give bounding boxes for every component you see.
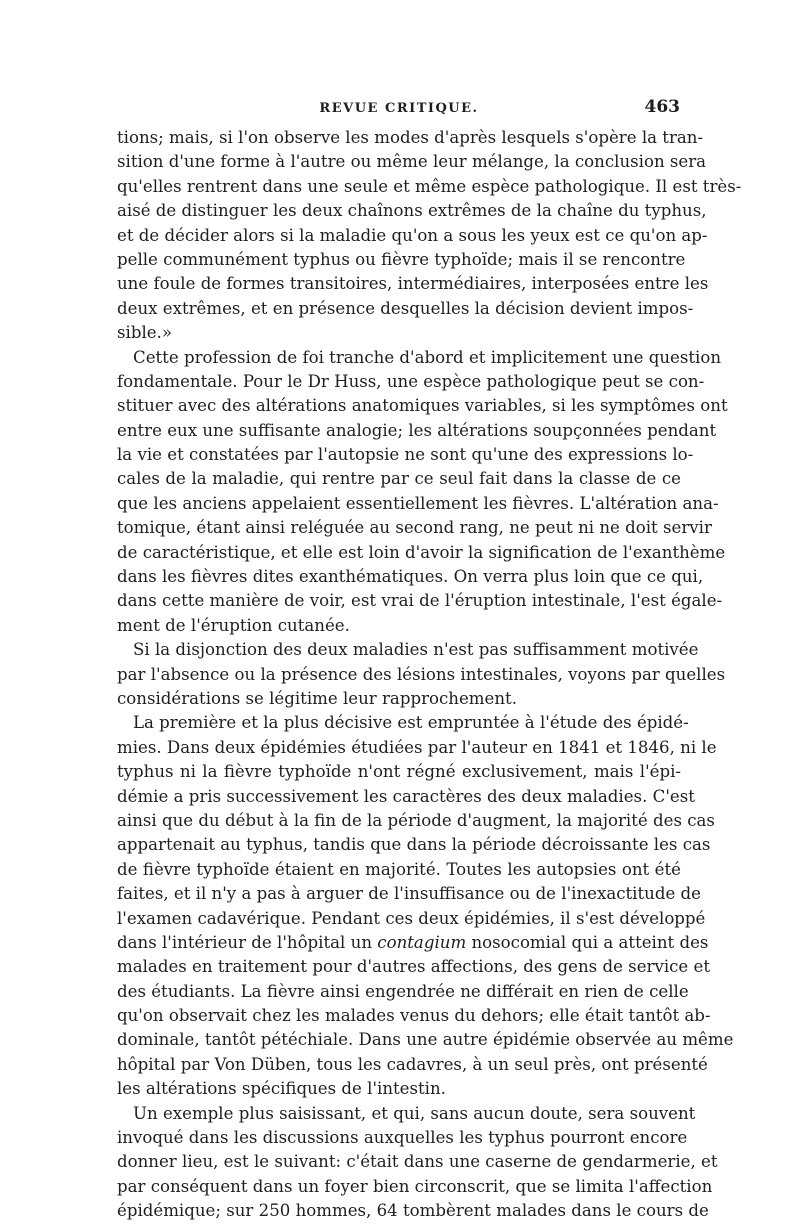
text-line: tions; mais, si l'on observe les modes d'après lesquels s'opère la tran- [117,128,704,147]
text-line: sible.» [117,323,172,343]
text-line: dans les fièvres dites exanthématiques. On verra plus loin que ce qui, [117,567,704,587]
text-line: une foule de formes transitoires, intermédiaires, interposées entre les [117,274,709,294]
text-line: par conséquent dans un foyer bien circonscrit, que se limita l'affection [117,1176,713,1196]
text-line: sition d'une forme à l'autre ou même leur mélange, la conclusion sera [117,152,707,172]
text-line: l'examen cadavérique. Pendant ces deux épidémies, il s'est développé [117,908,706,928]
text-line: les altérations spécifiques de l'intestin. [117,1079,446,1099]
text-line: qu'elles rentrent dans une seule et même espèce pathologique. Il est très- [117,176,742,196]
text-line: malades en traitement pour d'autres affections, des gens de service et [117,957,711,977]
text-line: entre eux une suffisante analogie; les altérations soupçonnées pendant [117,420,717,440]
text-line: dominale, tantôt pétéchiale. Dans une autre épidémie observée au même [117,1030,734,1050]
text-line: aisé de distinguer les deux chaînons extrêmes de la chaîne du typhus, [117,201,707,221]
text-line: tomique, étant ainsi reléguée au second rang, ne peut ni ne doit servir [117,518,712,538]
running-title: REVUE CRITIQUE. [319,101,479,116]
text-line: hôpital par Von Düben, tous les cadavres, à un seul près, ont présenté [117,1054,708,1074]
text-line: ment de l'éruption cutanée. [117,615,350,635]
text-line: considérations se légitime leur rapprochement. [117,688,517,708]
text-line: cales de la maladie, qui rentre par ce seul fait dans la classe de ce [117,469,681,489]
text-line: de caractéristique, et elle est loin d'avoir la signification de l'exanthème [117,542,726,562]
running-head [118,97,680,123]
text-line: donner lieu, est le suivant: c'était dans une caserne de gendarmerie, et [117,1152,718,1172]
page-number: 463 [644,97,680,117]
text-line: typhus ni la fièvre typhoïde n'ont régné exclusivement, mais l'épi- [117,762,681,782]
text-line: et de décider alors si la maladie qu'on a sous les yeux est ce qu'on ap- [117,225,708,245]
text-line: des étudiants. La fièvre ainsi engendrée ne différait en rien de celle [117,981,689,1001]
text-line: épidémique; sur 250 hommes, 64 tombèrent malades dans le cours de [117,1201,709,1221]
text-line: La première et la plus décisive est empruntée à l'étude des épidé- [133,713,689,733]
text-line: de fièvre typhoïde étaient en majorité. Toutes les autopsies ont été [117,859,681,879]
text-line: la vie et constatées par l'autopsie ne sont qu'une des expressions lo- [117,445,694,465]
text-line: ainsi que du début à la fin de la période d'augment, la majorité des cas [117,810,715,830]
text-line: faites, et il n'y a pas à arguer de l'insuffisance ou de l'inexactitude de [117,884,701,904]
text-line: deux extrêmes, et en présence desquelles la décision devient impos- [117,298,694,318]
text-line: démie a pris successivement les caractères des deux maladies. C'est [117,786,695,806]
text-line: dans cette manière de voir, est vrai de l'éruption intestinale, l'est égale- [117,591,723,611]
text-line: par l'absence ou la présence des lésions intestinales, voyons par quelles [117,664,726,684]
text-line: qu'on observait chez les malades venus du dehors; elle était tantôt ab- [117,1006,711,1026]
text-line: Un exemple plus saisissant, et qui, sans aucun doute, sera souvent [133,1103,696,1123]
text-line: Si la disjonction des deux maladies n'est pas suffisamment motivée [133,640,699,660]
text-line: invoqué dans les discussions auxquelles les typhus pourront encore [117,1128,688,1148]
text-line: appartenait au typhus, tandis que dans la période décroissante les cas [117,835,711,855]
text-line: Cette profession de foi tranche d'abord et implicitement une question [133,347,722,367]
text-line: dans l'intérieur de l'hôpital un contagium nosocomial qui a atteint des [117,932,709,952]
text-line: fondamentale. Pour le Dr Huss, une espèce pathologique peut se con- [117,371,705,391]
text-line: pelle communément typhus ou fièvre typhoïde; mais il se rencontre [117,249,686,269]
text-line: que les anciens appelaient essentiellement les fièvres. L'altération ana- [117,493,719,513]
text-line: mies. Dans deux épidémies étudiées par l'auteur en 1841 et 1846, ni le [117,737,717,757]
text-line: stituer avec des altérations anatomiques variables, si les symptômes ont [117,396,728,416]
body-text [117,126,742,1224]
